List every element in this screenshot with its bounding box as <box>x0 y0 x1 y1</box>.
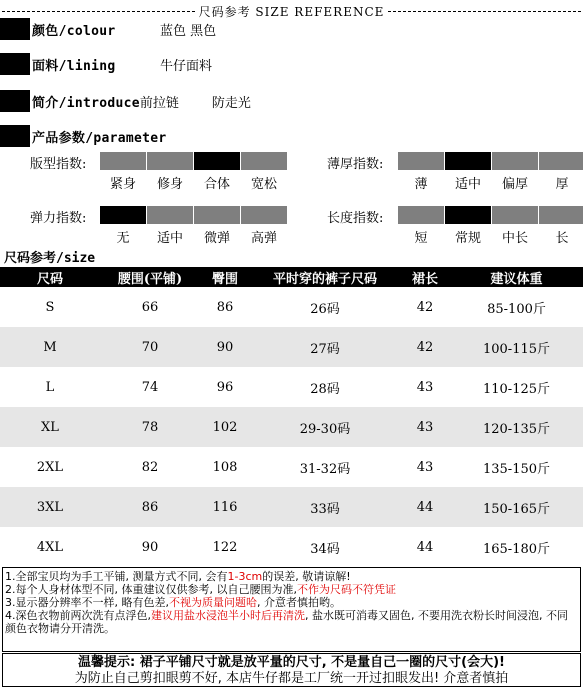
scale-option-label: 无 <box>116 231 130 246</box>
info-row-colour <box>0 18 216 40</box>
table-cell: 86 <box>216 299 234 315</box>
table-cell: 74 <box>141 379 159 395</box>
table-cell: 43 <box>416 459 434 475</box>
note-text: 3.显示器分辨率不一样, 略有色差, <box>5 596 169 609</box>
table-cell: 66 <box>141 299 159 315</box>
scale-option <box>445 152 491 192</box>
scale-option-label: 高弹 <box>250 231 277 246</box>
table-cell: 108 <box>212 459 238 475</box>
scale-option <box>241 152 287 192</box>
table-cell: 96 <box>216 379 234 395</box>
table-cell: 34码 <box>310 541 340 557</box>
table-row <box>0 327 583 367</box>
scale-option-label: 长 <box>555 231 569 246</box>
header-hip: 臀围 <box>200 267 250 287</box>
info-label-introduce: 简介/introduce <box>32 95 140 111</box>
note-text: 2.每个人身材体型不同, 体重建议仅供参考, 以自己腰围为准, <box>5 583 297 596</box>
scale-option <box>398 152 444 192</box>
scale-bar-selected <box>445 152 491 170</box>
table-cell: 82 <box>141 459 159 475</box>
scale-option-label: 常规 <box>454 231 481 246</box>
table-cell: 165-180斤 <box>482 541 551 557</box>
marker-block <box>0 53 30 75</box>
table-cell: 26码 <box>310 301 340 317</box>
table-cell: 120-135斤 <box>450 407 583 447</box>
scale-length <box>398 206 583 246</box>
info-value-colour: 蓝色 黑色 <box>160 23 217 39</box>
scale-bar <box>398 206 444 224</box>
table-cell: 28码 <box>310 381 340 397</box>
warm-tip-line-2: 为防止自己剪扣眼剪不好, 本店牛仔都是工厂统一开过扣眼发出! 介意者慎拍 <box>74 671 509 686</box>
note-text: 4.深色衣物前两次洗有点浮色, <box>5 609 151 622</box>
table-cell: 78 <box>100 407 200 447</box>
info-row-introduce <box>0 90 251 112</box>
note-2 <box>5 583 578 596</box>
scale-option-label: 合体 <box>203 177 230 192</box>
param-label-fit: 版型指数: <box>30 157 87 172</box>
table-cell: 135-150斤 <box>482 461 551 477</box>
note-3 <box>5 596 578 609</box>
param-label-elasticity: 弹力指数: <box>30 211 87 226</box>
table-cell: S <box>45 299 55 315</box>
table-cell: 27码 <box>250 327 400 367</box>
table-cell: 3XL <box>0 487 100 527</box>
table-cell: 110-125斤 <box>482 381 551 397</box>
table-cell: 90 <box>141 539 159 555</box>
table-row <box>0 407 583 447</box>
scale-bar <box>492 206 538 224</box>
info-label-colour: 颜色/colour <box>32 23 116 39</box>
marker-block <box>0 18 30 40</box>
table-cell: 100-115斤 <box>450 327 583 367</box>
notes-box <box>2 567 581 652</box>
scale-option-label: 适中 <box>454 177 481 192</box>
table-cell: 102 <box>200 407 250 447</box>
scale-bar-selected <box>445 206 491 224</box>
note-text: 的误差, 敬请谅解! <box>262 570 351 583</box>
scale-bar <box>241 206 287 224</box>
banner-dash-left <box>2 11 195 12</box>
table-cell: 70 <box>100 327 200 367</box>
info-value-introduce: 前拉链 防走光 <box>139 95 251 111</box>
note-4 <box>5 609 578 635</box>
header-skirt-length: 裙长 <box>400 267 450 287</box>
scale-option-label: 偏厚 <box>501 177 528 192</box>
scale-option-label: 修身 <box>156 177 183 192</box>
scale-option <box>492 152 538 192</box>
table-cell: 44 <box>416 539 434 555</box>
table-cell: 86 <box>100 487 200 527</box>
scale-bar-selected <box>100 206 146 224</box>
scale-option-label: 适中 <box>156 231 183 246</box>
scale-option <box>539 206 583 246</box>
scale-bar <box>194 206 240 224</box>
warm-tip-box <box>2 653 581 687</box>
note-1 <box>5 570 578 583</box>
scale-bar <box>241 152 287 170</box>
table-cell: 29-30码 <box>250 407 400 447</box>
note-highlight: 建议用盐水浸泡半小时后再清洗 <box>151 609 305 622</box>
size-table-header <box>0 267 583 287</box>
table-cell: 150-165斤 <box>450 487 583 527</box>
scale-bar <box>492 152 538 170</box>
table-row <box>0 287 583 327</box>
table-cell: 43 <box>416 379 434 395</box>
scale-bar <box>539 206 583 224</box>
table-row <box>0 367 583 407</box>
header-size: 尺码 <box>0 267 100 287</box>
note-highlight: 不视为质量问题哈 <box>168 596 257 609</box>
table-cell: 2XL <box>36 459 64 475</box>
note-highlight: 1-3cm <box>227 570 263 583</box>
table-cell: 42 <box>416 299 434 315</box>
param-label-length: 长度指数: <box>327 211 384 226</box>
info-value-lining: 牛仔面料 <box>160 58 213 74</box>
scale-option <box>100 152 146 192</box>
banner-title: 尺码参考 SIZE REFERENCE <box>198 4 385 19</box>
table-row <box>0 527 583 567</box>
scale-option <box>539 152 583 192</box>
table-cell: 85-100斤 <box>487 301 546 317</box>
scale-option-label: 微弹 <box>203 231 230 246</box>
note-text: , 盐水既可消毒又固色, 不要用洗衣粉长时间浸泡, 不同颜色衣物请分开清洗。 <box>5 609 568 635</box>
table-cell: M <box>0 327 100 367</box>
size-table <box>0 267 583 567</box>
header-weight: 建议体重 <box>450 267 583 287</box>
table-cell: 33码 <box>250 487 400 527</box>
size-heading: 尺码参考/size <box>4 251 96 266</box>
scale-elasticity <box>100 206 288 246</box>
scale-option <box>398 206 444 246</box>
size-reference-banner <box>0 4 583 18</box>
scale-option-label: 宽松 <box>250 177 277 192</box>
note-text: , 介意者慎拍哟。 <box>256 596 341 609</box>
scale-bar <box>147 206 193 224</box>
scale-bar <box>100 152 146 170</box>
scale-bar <box>147 152 193 170</box>
marker-block <box>0 125 30 147</box>
scale-option-label: 短 <box>414 231 428 246</box>
header-waist: 腰围(平铺) <box>100 267 200 287</box>
info-row-parameter <box>0 125 166 147</box>
banner-dash-right <box>388 11 581 12</box>
scale-option <box>147 206 193 246</box>
table-cell: 42 <box>400 327 450 367</box>
scale-option <box>241 206 287 246</box>
param-label-thickness: 薄厚指数: <box>327 157 384 172</box>
table-cell: XL <box>0 407 100 447</box>
scale-option <box>492 206 538 246</box>
table-cell: 4XL <box>36 539 64 555</box>
scale-option <box>194 206 240 246</box>
table-cell: 31-32码 <box>299 461 351 477</box>
info-row-lining <box>0 53 212 75</box>
table-cell: 43 <box>400 407 450 447</box>
marker-block <box>0 90 30 112</box>
table-cell: 122 <box>212 539 238 555</box>
scale-bar <box>539 152 583 170</box>
scale-option-label: 厚 <box>555 177 569 192</box>
info-label-parameter: 产品参数/parameter <box>32 130 167 146</box>
scale-option <box>194 152 240 192</box>
scale-bar <box>398 152 444 170</box>
table-row <box>0 447 583 487</box>
table-row <box>0 487 583 527</box>
scale-option-label: 薄 <box>414 177 428 192</box>
note-text: 1.全部宝贝均为手工平铺, 测量方式不同, 会有 <box>5 570 228 583</box>
info-label-lining: 面料/lining <box>32 58 116 74</box>
scale-option-label: 中长 <box>501 231 528 246</box>
note-highlight: 不作为尺码不符凭证 <box>296 583 396 596</box>
table-cell: 116 <box>200 487 250 527</box>
table-cell: 44 <box>400 487 450 527</box>
warm-tip-line-1: 温馨提示: 裙子平铺尺寸就是放平量的尺寸, 不是量自己一圈的尺寸(会大)! <box>77 655 505 670</box>
table-cell: 90 <box>200 327 250 367</box>
scale-thickness <box>398 152 583 192</box>
scale-bar-selected <box>194 152 240 170</box>
scale-fit <box>100 152 288 192</box>
scale-option-label: 紧身 <box>109 177 136 192</box>
header-usual-size: 平时穿的裤子尺码 <box>250 267 400 287</box>
scale-option <box>100 206 146 246</box>
table-cell: L <box>45 379 55 395</box>
scale-option <box>445 206 491 246</box>
scale-option <box>147 152 193 192</box>
